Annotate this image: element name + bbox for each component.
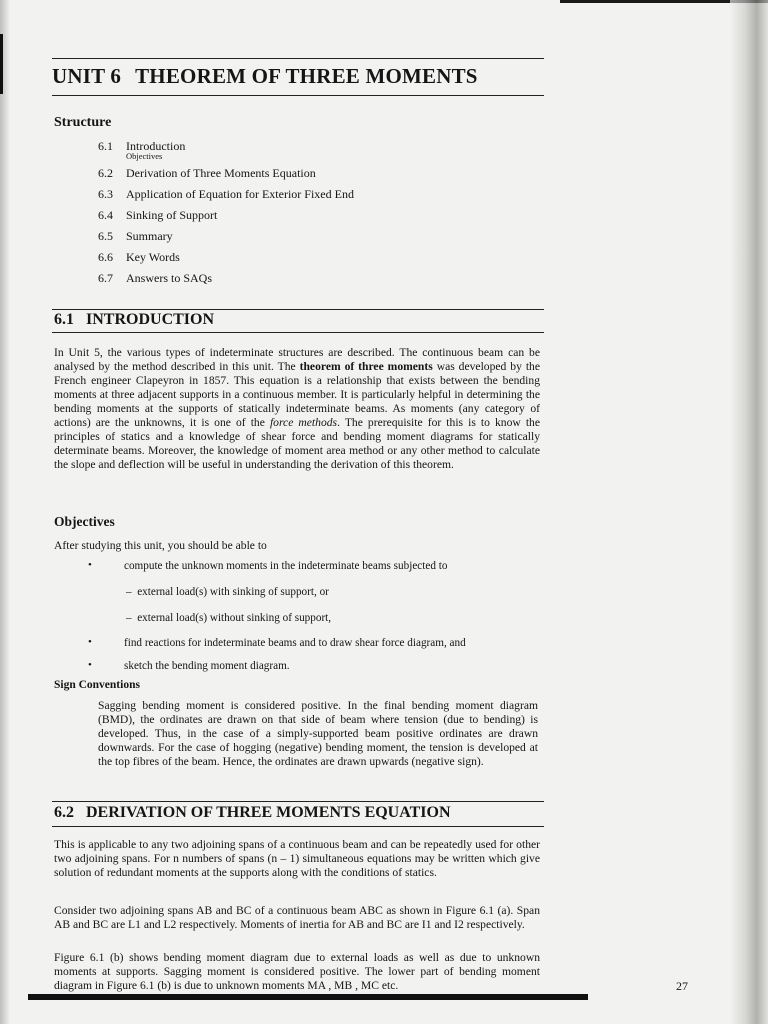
- scan-shadow-left: [0, 0, 10, 1024]
- toc-item: 6.1 Introduction: [98, 139, 186, 153]
- introduction-paragraph: In Unit 5, the various types of indeterminate structures are described. The continuous beam can be analysed by the method described in this unit. The theorem of three moments was developed by the French engineer Clapeyron in 1857. This equation is a relationship that exists between the bending moments at three adjacent supports in a continuous member. It is particularly helpful in determining the bending moments at the supports of statically indeterminate beams. As moments (any category of actions) are the unknowns, it is one of the force methods. The prerequisite for this is to know the principles of statics and a knowledge of shear force and bending moment diagrams for statically determinate beams. Moreover, the knowledge of moment area method or any other method to calculate the slope and deflection will be useful in understanding the derivation of this theorem.: [54, 346, 541, 471]
- bullet-icon: •: [88, 636, 92, 648]
- bullet-icon: •: [88, 559, 92, 571]
- sign-conventions-paragraph: Sagging bending moment is considered positive. In the final bending moment diagram (BMD), the ordinates are drawn on that side of beam where tension (due to bending) is developed. Thus, in the case of a simply-supported beam positive ordinates are drawn downwards. For the case of hogging (negative) bending moment, the tension is developed at the top fibres of the beam. Hence, the ordinates are drawn upwards (negative sign).: [98, 699, 538, 768]
- toc-item: 6.6 Key Words: [98, 250, 180, 264]
- toc-item: 6.7 Answers to SAQs: [98, 271, 213, 285]
- sign-conventions-heading: Sign Conventions: [54, 679, 140, 691]
- scan-edge-bottom: [28, 994, 588, 1000]
- derivation-paragraph-3: Figure 6.1 (b) shows bending moment diagram due to external loads as well as due to unknown moments at supports. Sagging moment is considered positive. The lower part of bending moment diagram in Figure 6.1 (b) is due to unknown moments MA , MB , MC etc.: [54, 951, 540, 992]
- scan-mark-left: [0, 34, 3, 94]
- objective-item: find reactions for indeterminate beams and to draw shear force diagram, and: [124, 637, 466, 649]
- toc-subitem: Objectives: [126, 151, 163, 161]
- objectives-intro: After studying this unit, you should be able to: [54, 539, 267, 552]
- objective-item: compute the unknown moments in the indeterminate beams subjected to: [124, 560, 448, 572]
- toc-item: 6.2 Derivation of Three Moments Equation: [98, 166, 316, 180]
- structure-heading: Structure: [54, 115, 112, 130]
- scan-shadow-right: [730, 0, 768, 1024]
- objective-item: sketch the bending moment diagram.: [124, 660, 290, 672]
- section-heading-6-2: 6.2 DERIVATION OF THREE MOMENTS EQUATION: [54, 804, 451, 821]
- unit-title-rule: [52, 95, 544, 96]
- unit-title: [52, 64, 478, 89]
- unit-number: UNIT 6: [52, 64, 122, 88]
- toc-item: 6.5 Summary: [98, 229, 173, 243]
- sec62-bottom-rule: [52, 826, 544, 827]
- sec61-bottom-rule: [52, 332, 544, 333]
- sec61-top-rule: [52, 309, 544, 310]
- objective-subitem: – external load(s) without sinking of support,: [126, 612, 332, 624]
- toc-item: 6.4 Sinking of Support: [98, 208, 218, 222]
- objectives-heading: Objectives: [54, 514, 115, 529]
- unit-title-text: THEOREM OF THREE MOMENTS: [135, 64, 478, 88]
- sec62-top-rule: [52, 801, 544, 802]
- top-rule: [52, 58, 544, 59]
- bullet-icon: •: [88, 659, 92, 671]
- section-heading-6-1: 6.1 INTRODUCTION: [54, 311, 215, 328]
- objective-subitem: – external load(s) with sinking of support, or: [126, 586, 329, 598]
- toc-item: 6.3 Application of Equation for Exterior Fixed End: [98, 187, 354, 201]
- page-number: 27: [676, 979, 688, 993]
- structure-list: [98, 136, 354, 289]
- derivation-paragraph-2: Consider two adjoining spans AB and BC of a continuous beam ABC as shown in Figure 6.1 (a). Span AB and BC are L1 and L2 respectively. Moments of inertia for AB and BC are I1 and I2 respectively.: [54, 904, 540, 931]
- derivation-paragraph-1: This is applicable to any two adjoining spans of a continuous beam and can be repeatedly used for other two adjoining spans. For n numbers of spans (n – 1) simultaneous equations may be written which give solution of redundant moments at the supports along with the conditions of statics.: [54, 838, 540, 879]
